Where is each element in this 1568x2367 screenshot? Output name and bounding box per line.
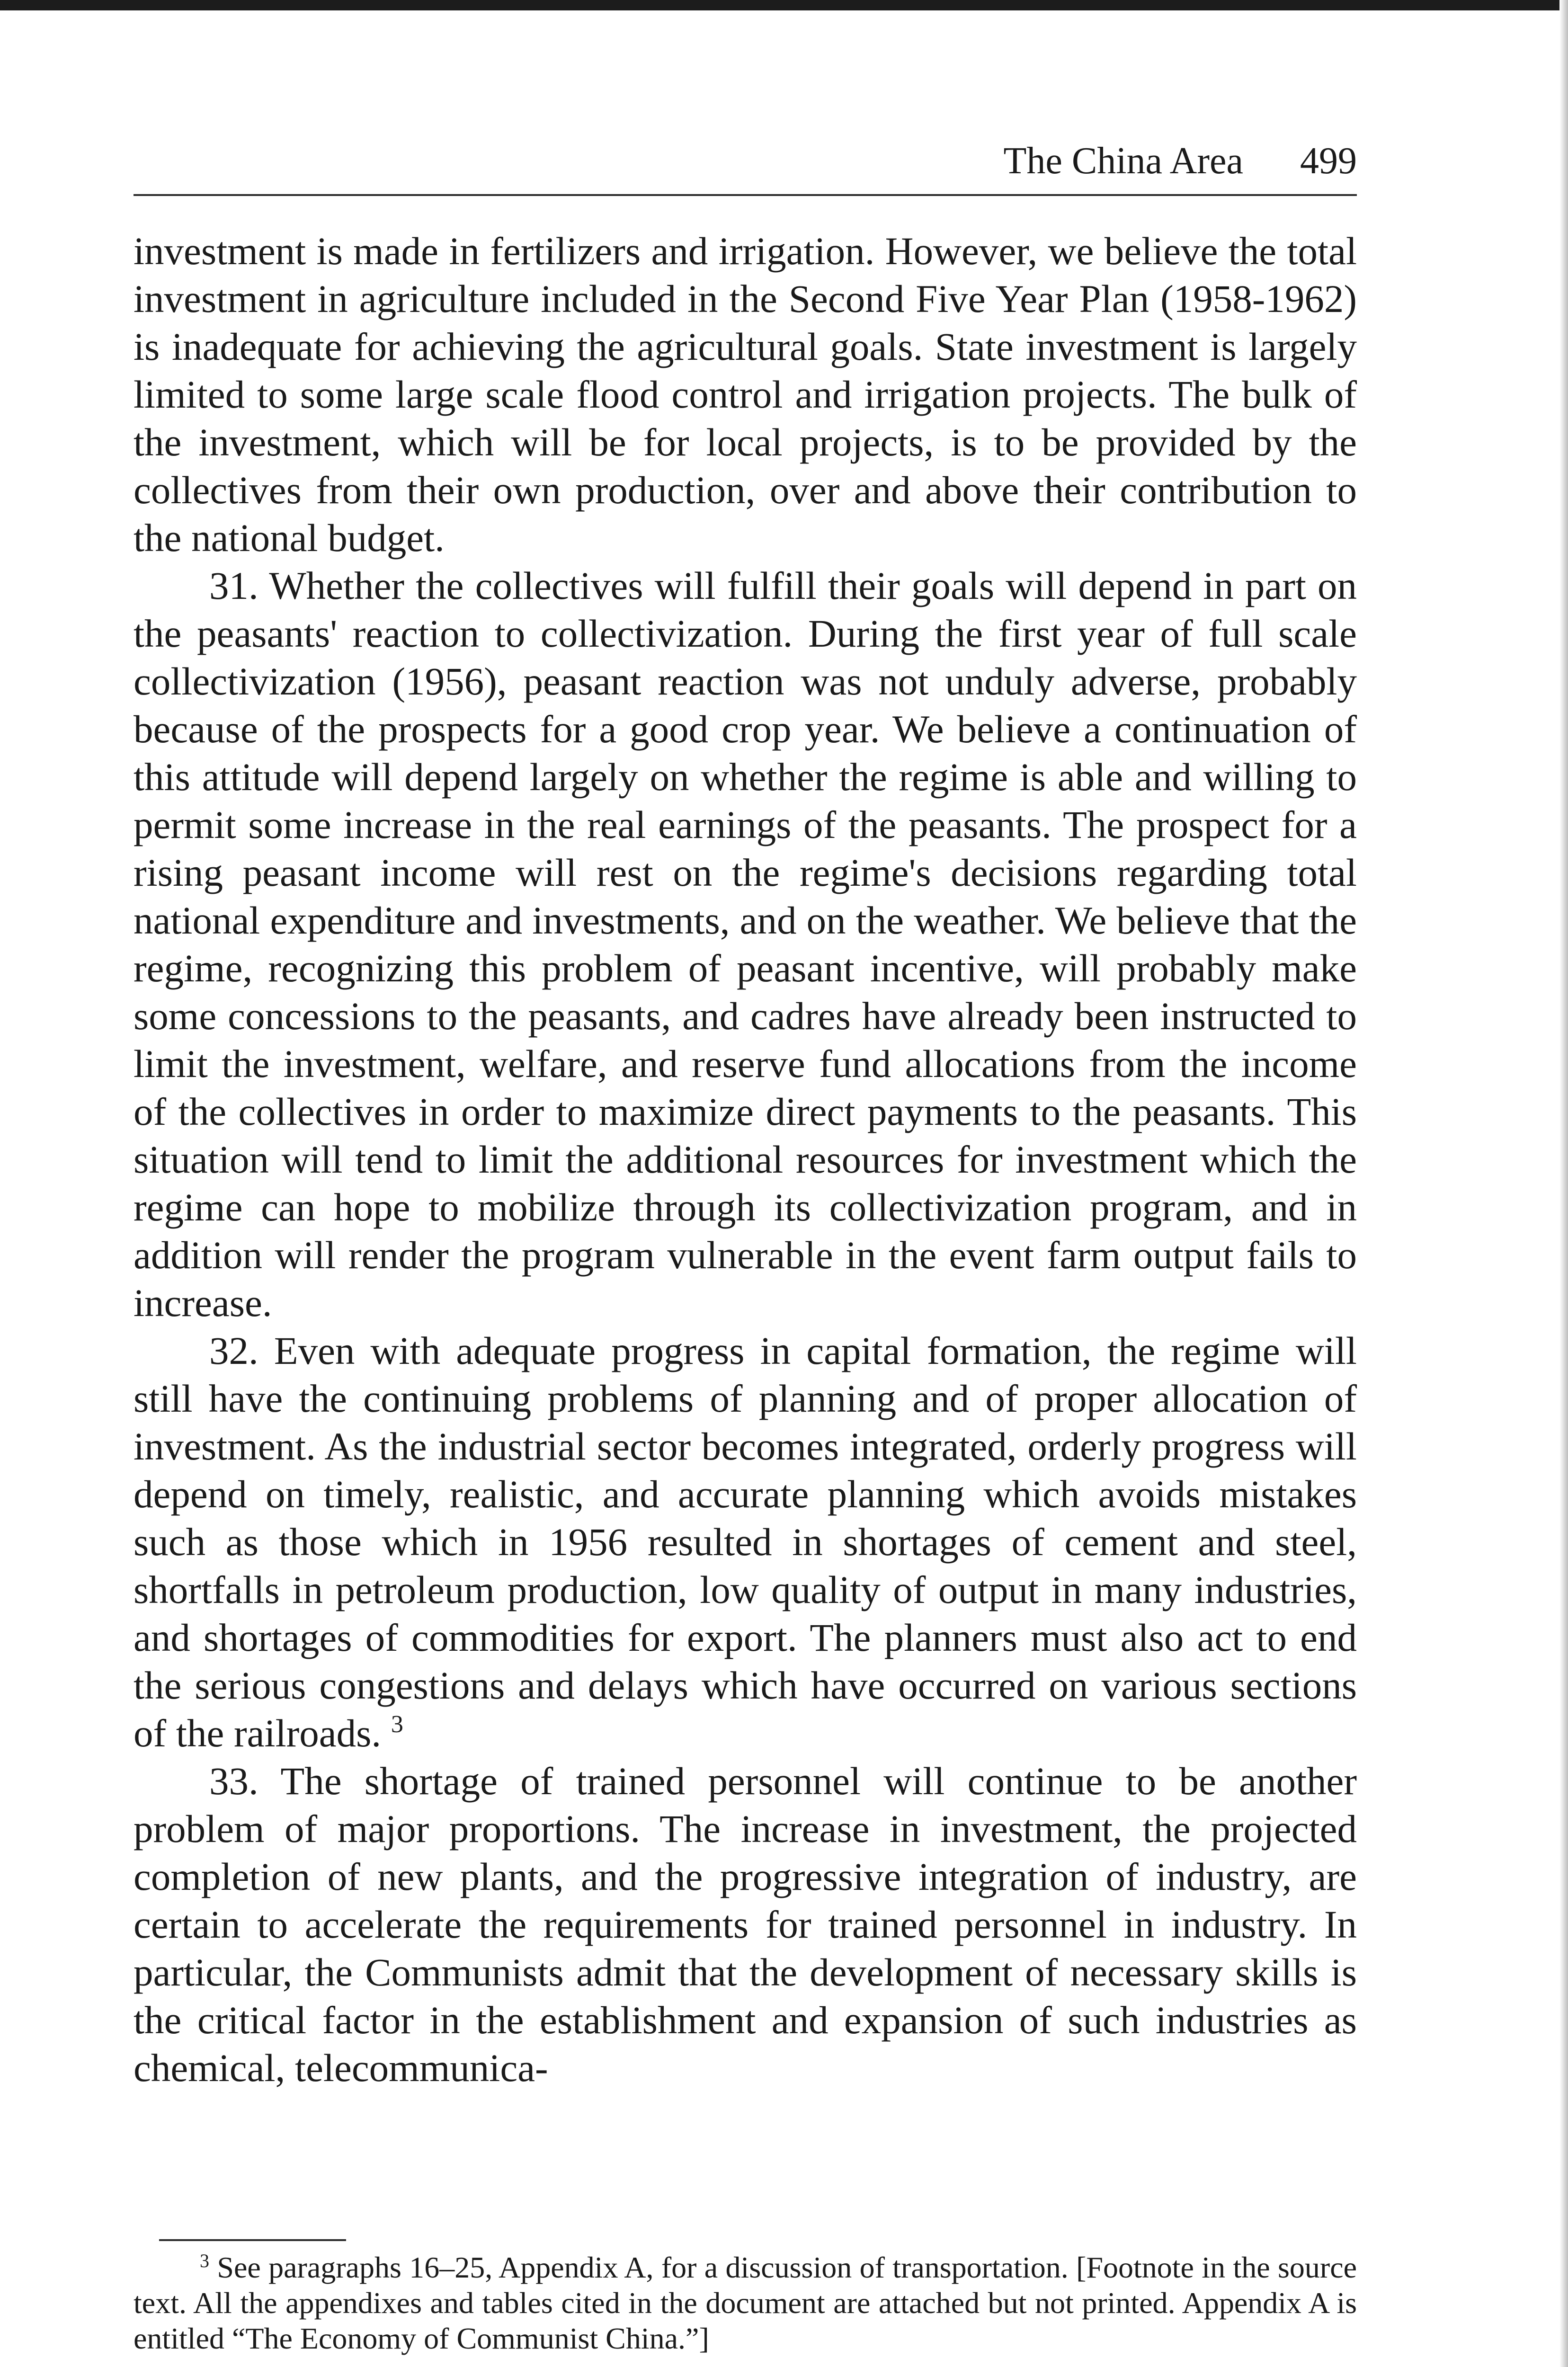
scan-top-border (0, 0, 1568, 10)
running-head-title: The China Area (1003, 140, 1243, 182)
paragraph-continued: investment is made in fertilizers and irrigation. However, we believe the total investment in agriculture included in the Second Five Year Plan (1958-1962) is inadequate for achieving the agricultural goals. State investment is largely limited to some large scale flood control and irrigation projects. The bulk of the investment, which will be for local projects, is to be provided by the collectives from their own production, over and above their contribution to the national budget. (134, 229, 1357, 560)
paragraph-33: 33. The shortage of trained personnel will continue to be another problem of major proportions. The increase in investment, the projected completion of new plants, and the progressive integration of industry, are certain to accelerate the requirements for trained personnel in industry. In particular, the Communists admit that the development of necessary skills is the critical factor in the establishment and expansion of such industries as chemical, telecommunica- (134, 1759, 1357, 2090)
scan-page-edge (1559, 0, 1568, 2367)
paragraph-32-text: 32. Even with adequate progress in capital formation, the regime will still have the continuing problems of planning and of proper allocation of investment. As the industrial sector becomes integrated, orderly progress will depend on timely, realistic, and accurate planning which avoids mistakes such as those which in 1956 resulted in shortages of cement and steel, shortfalls in petroleum production, low quality of output in many industries, and shortages of commodities for export. The planners must also act to end the serious congestions and delays which have occurred on various sections of the railroads. (134, 1329, 1357, 1755)
paragraph-31: 31. Whether the collectives will fulfill their goals will depend in part on the peasants' reaction to collectivization. During the first year of full scale collectivization (1956), peasant reaction was not unduly adverse, probably because of the prospects for a good crop year. We believe a continuation of this attitude will depend largely on whether the regime is able and willing to permit some increase in the real earnings of the peasants. The prospect for a rising peasant income will rest on the regime's decisions regarding total national expenditure and investments, and on the weather. We believe that the regime, recognizing this problem of peasant incentive, will probably make some concessions to the peasants, and cadres have already been instructed to limit the investment, welfare, and reserve fund allocations from the income of the collectives in order to maximize direct payments to the peasants. This situation will tend to limit the additional resources for investment which the regime can hope to mobilize through its collectivization program, and in addition will render the program vulnerable in the event farm output fails to increase. (134, 564, 1357, 1325)
paragraph-32 (134, 1327, 1357, 1757)
body-text (134, 227, 1357, 2092)
page-number: 499 (1300, 140, 1357, 182)
footnote-text: See paragraphs 16–25, Appendix A, for a discussion of transportation. [Footnote in the source text. All the appendixes and tables cited in the document are attached but not printed. Appendix A is entitled “The Economy of Communist China.”] (134, 2251, 1357, 2355)
footnote-reference: 3 (391, 1711, 403, 1738)
header-rule (134, 194, 1357, 196)
running-header (134, 135, 1357, 189)
footnote-marker: 3 (200, 2250, 209, 2271)
footnote (134, 2250, 1357, 2356)
footnote-rule (159, 2239, 346, 2241)
